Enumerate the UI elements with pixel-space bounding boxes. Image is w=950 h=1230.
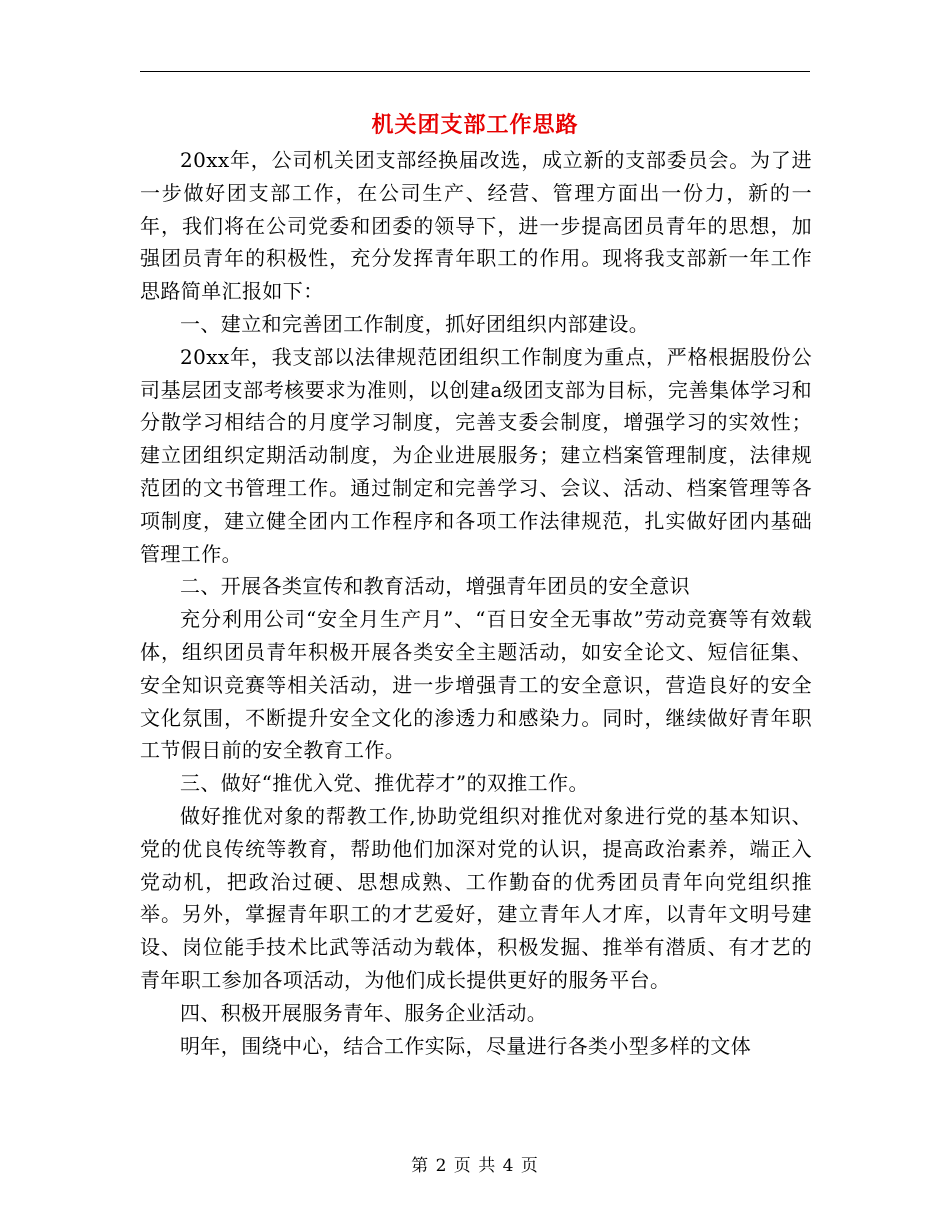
page-footer: 第 2 页 共 4 页	[411, 1156, 539, 1176]
paragraph: 明年，围绕中心，结合工作实际，尽量进行各类小型多样的文体	[180, 1033, 752, 1058]
document-title: 机关团支部工作思路	[371, 112, 579, 138]
section-heading: 三、做好“推优入党、推优荐才”的双推工作。	[180, 771, 589, 796]
document-body	[140, 144, 812, 1062]
paragraph: 做好推优对象的帮教工作,协助党组织对推优对象进行党的基本知识、党的优良传统等教育，帮助他们加深对党的认识，提高政治素养，端正入党动机，把政治过硬、思想成熟、工作勤奋的优秀团员青年向党组织推举。另外，掌握青年职工的才艺爱好，建立青年人才库，以青年文明号建设、岗位能手技术比武等活动为载体，积极发掘、推举有潜质、有才艺的青年职工参加各项活动，为他们成长提供更好的服务平台。	[140, 803, 812, 992]
paragraph: 20xx年，我支部以法律规范团组织工作制度为重点，严格根据股份公司基层团支部考核要求为准则，以创建a级团支部为目标，完善集体学习和分散学习相结合的月度学习制度，完善支委会制度，增强学习的实效性；建立团组织定期活动制度，为企业进展服务；建立档案管理制度，法律规范团的文书管理工作。通过制定和完善学习、会议、活动、档案管理等各项制度，建立健全团内工作程序和各项工作法律规范，扎实做好团内基础管理工作。	[140, 344, 812, 566]
header-rule	[140, 71, 810, 72]
section-heading: 二、开展各类宣传和教育活动，增强青年团员的安全意识	[180, 574, 690, 599]
paragraph: 充分利用公司“安全月生产月”、“百日安全无事故”劳动竞赛等有效载体，组织团员青年积极开展各类安全主题活动，如安全论文、短信征集、安全知识竞赛等相关活动，进一步增强青工的安全意识，营造良好的安全文化氛围，不断提升安全文化的渗透力和感染力。同时，继续做好青年职工节假日前的安全教育工作。	[140, 607, 812, 763]
section-heading: 一、建立和完善团工作制度，抓好团组织内部建设。	[180, 311, 650, 336]
paragraph: 20xx年，公司机关团支部经换届改选，成立新的支部委员会。为了进一步做好团支部工作，在公司生产、经营、管理方面出一份力，新的一年，我们将在公司党委和团委的领导下，进一步提高团员青年的思想，加强团员青年的积极性，充分发挥青年职工的作用。现将我支部新一年工作思路简单汇报如下：	[140, 148, 812, 304]
section-heading: 四、积极开展服务青年、服务企业活动。	[180, 1000, 548, 1025]
